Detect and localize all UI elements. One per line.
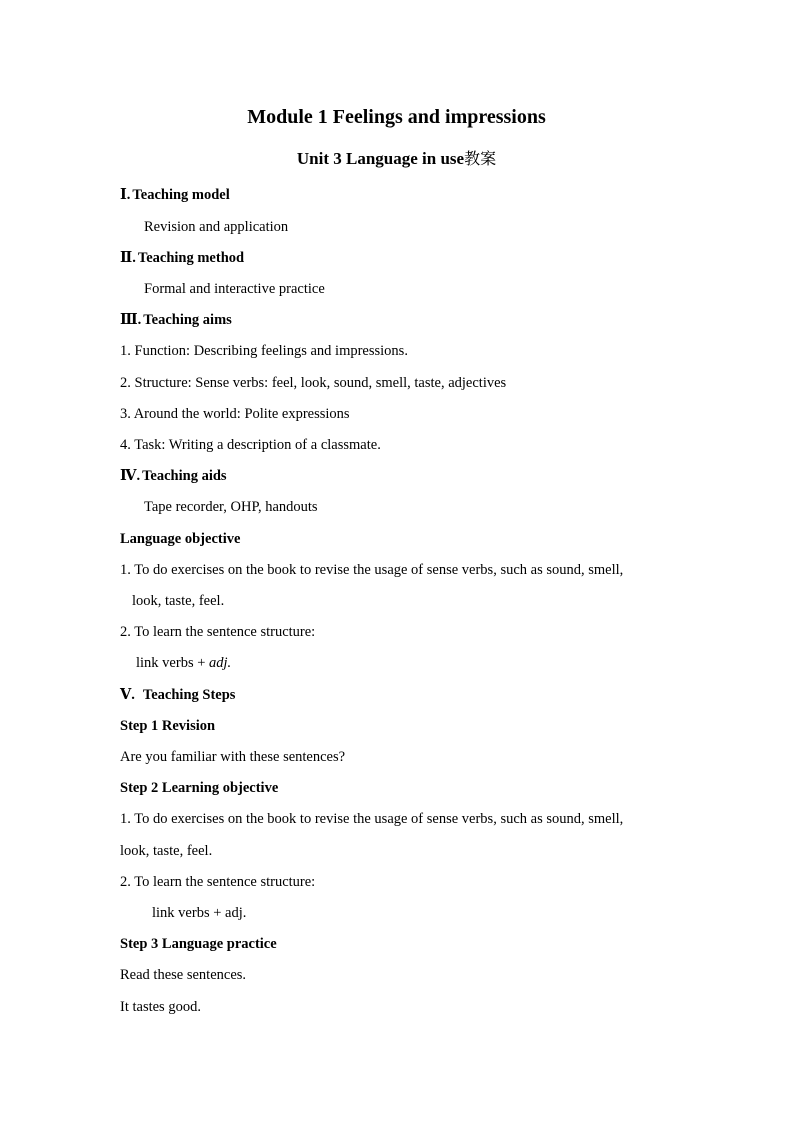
step-3-heading: Step 3 Language practice <box>120 936 277 952</box>
step-2-item-1-cont: look, taste, feel. <box>120 843 213 859</box>
step-2-heading: Step 2 Learning objective <box>120 780 279 796</box>
section-2-number: Ⅱ. <box>120 250 136 266</box>
section-1-title: Teaching model <box>132 187 230 203</box>
language-objective-formula <box>136 654 231 672</box>
section-1-heading <box>120 186 230 204</box>
aims-item-2: 2. Structure: Sense verbs: feel, look, sound, smell, taste, adjectives <box>120 375 507 391</box>
section-4-number: Ⅳ. <box>120 468 141 484</box>
step-3-line-2: It tastes good. <box>120 999 201 1015</box>
section-2-title: Teaching method <box>137 250 245 266</box>
section-5-number: Ⅴ. <box>120 687 135 703</box>
section-1-number: Ⅰ. <box>120 187 131 203</box>
section-2-body: Formal and interactive practice <box>144 281 325 297</box>
step-1-body: Are you familiar with these sentences? <box>120 749 346 765</box>
document-title: Module 1 Feelings and impressions <box>247 106 546 128</box>
section-4-heading <box>120 467 227 485</box>
section-2-heading <box>120 249 244 267</box>
language-objective-item-1: 1. To do exercises on the book to revise the usage of sense verbs, such as sound, smell, <box>120 562 624 578</box>
document-subtitle <box>0 148 793 170</box>
section-3-number: Ⅲ. <box>120 312 142 328</box>
formula-adj: adj. <box>209 655 232 671</box>
section-5-title: Teaching Steps <box>142 687 236 703</box>
section-3-title: Teaching aims <box>143 312 232 328</box>
step-3-line-1: Read these sentences. <box>120 967 247 983</box>
aims-item-3: 3. Around the world: Polite expressions <box>120 406 350 422</box>
step-1-heading: Step 1 Revision <box>120 718 216 734</box>
aims-item-1: 1. Function: Describing feelings and impressions. <box>120 343 408 359</box>
section-5-heading <box>120 686 235 704</box>
subtitle-chinese: 教案 <box>464 149 497 168</box>
aims-item-4: 4. Task: Writing a description of a classmate. <box>120 437 381 453</box>
section-4-body: Tape recorder, OHP, handouts <box>144 499 318 515</box>
section-4-title: Teaching aids <box>142 468 227 484</box>
section-3-heading <box>120 311 232 329</box>
language-objective-item-1-cont: look, taste, feel. <box>132 593 225 609</box>
step-2-item-2: 2. To learn the sentence structure: <box>120 874 316 890</box>
formula-text: link verbs + <box>136 655 210 671</box>
step-2-formula: link verbs + adj. <box>152 905 247 921</box>
step-2-item-1: 1. To do exercises on the book to revise the usage of sense verbs, such as sound, smell, <box>120 811 624 827</box>
section-1-body: Revision and application <box>144 219 289 235</box>
subtitle-english: Unit 3 Language in use <box>296 149 465 168</box>
language-objective-item-2: 2. To learn the sentence structure: <box>120 624 316 640</box>
language-objective-heading: Language objective <box>120 531 241 547</box>
